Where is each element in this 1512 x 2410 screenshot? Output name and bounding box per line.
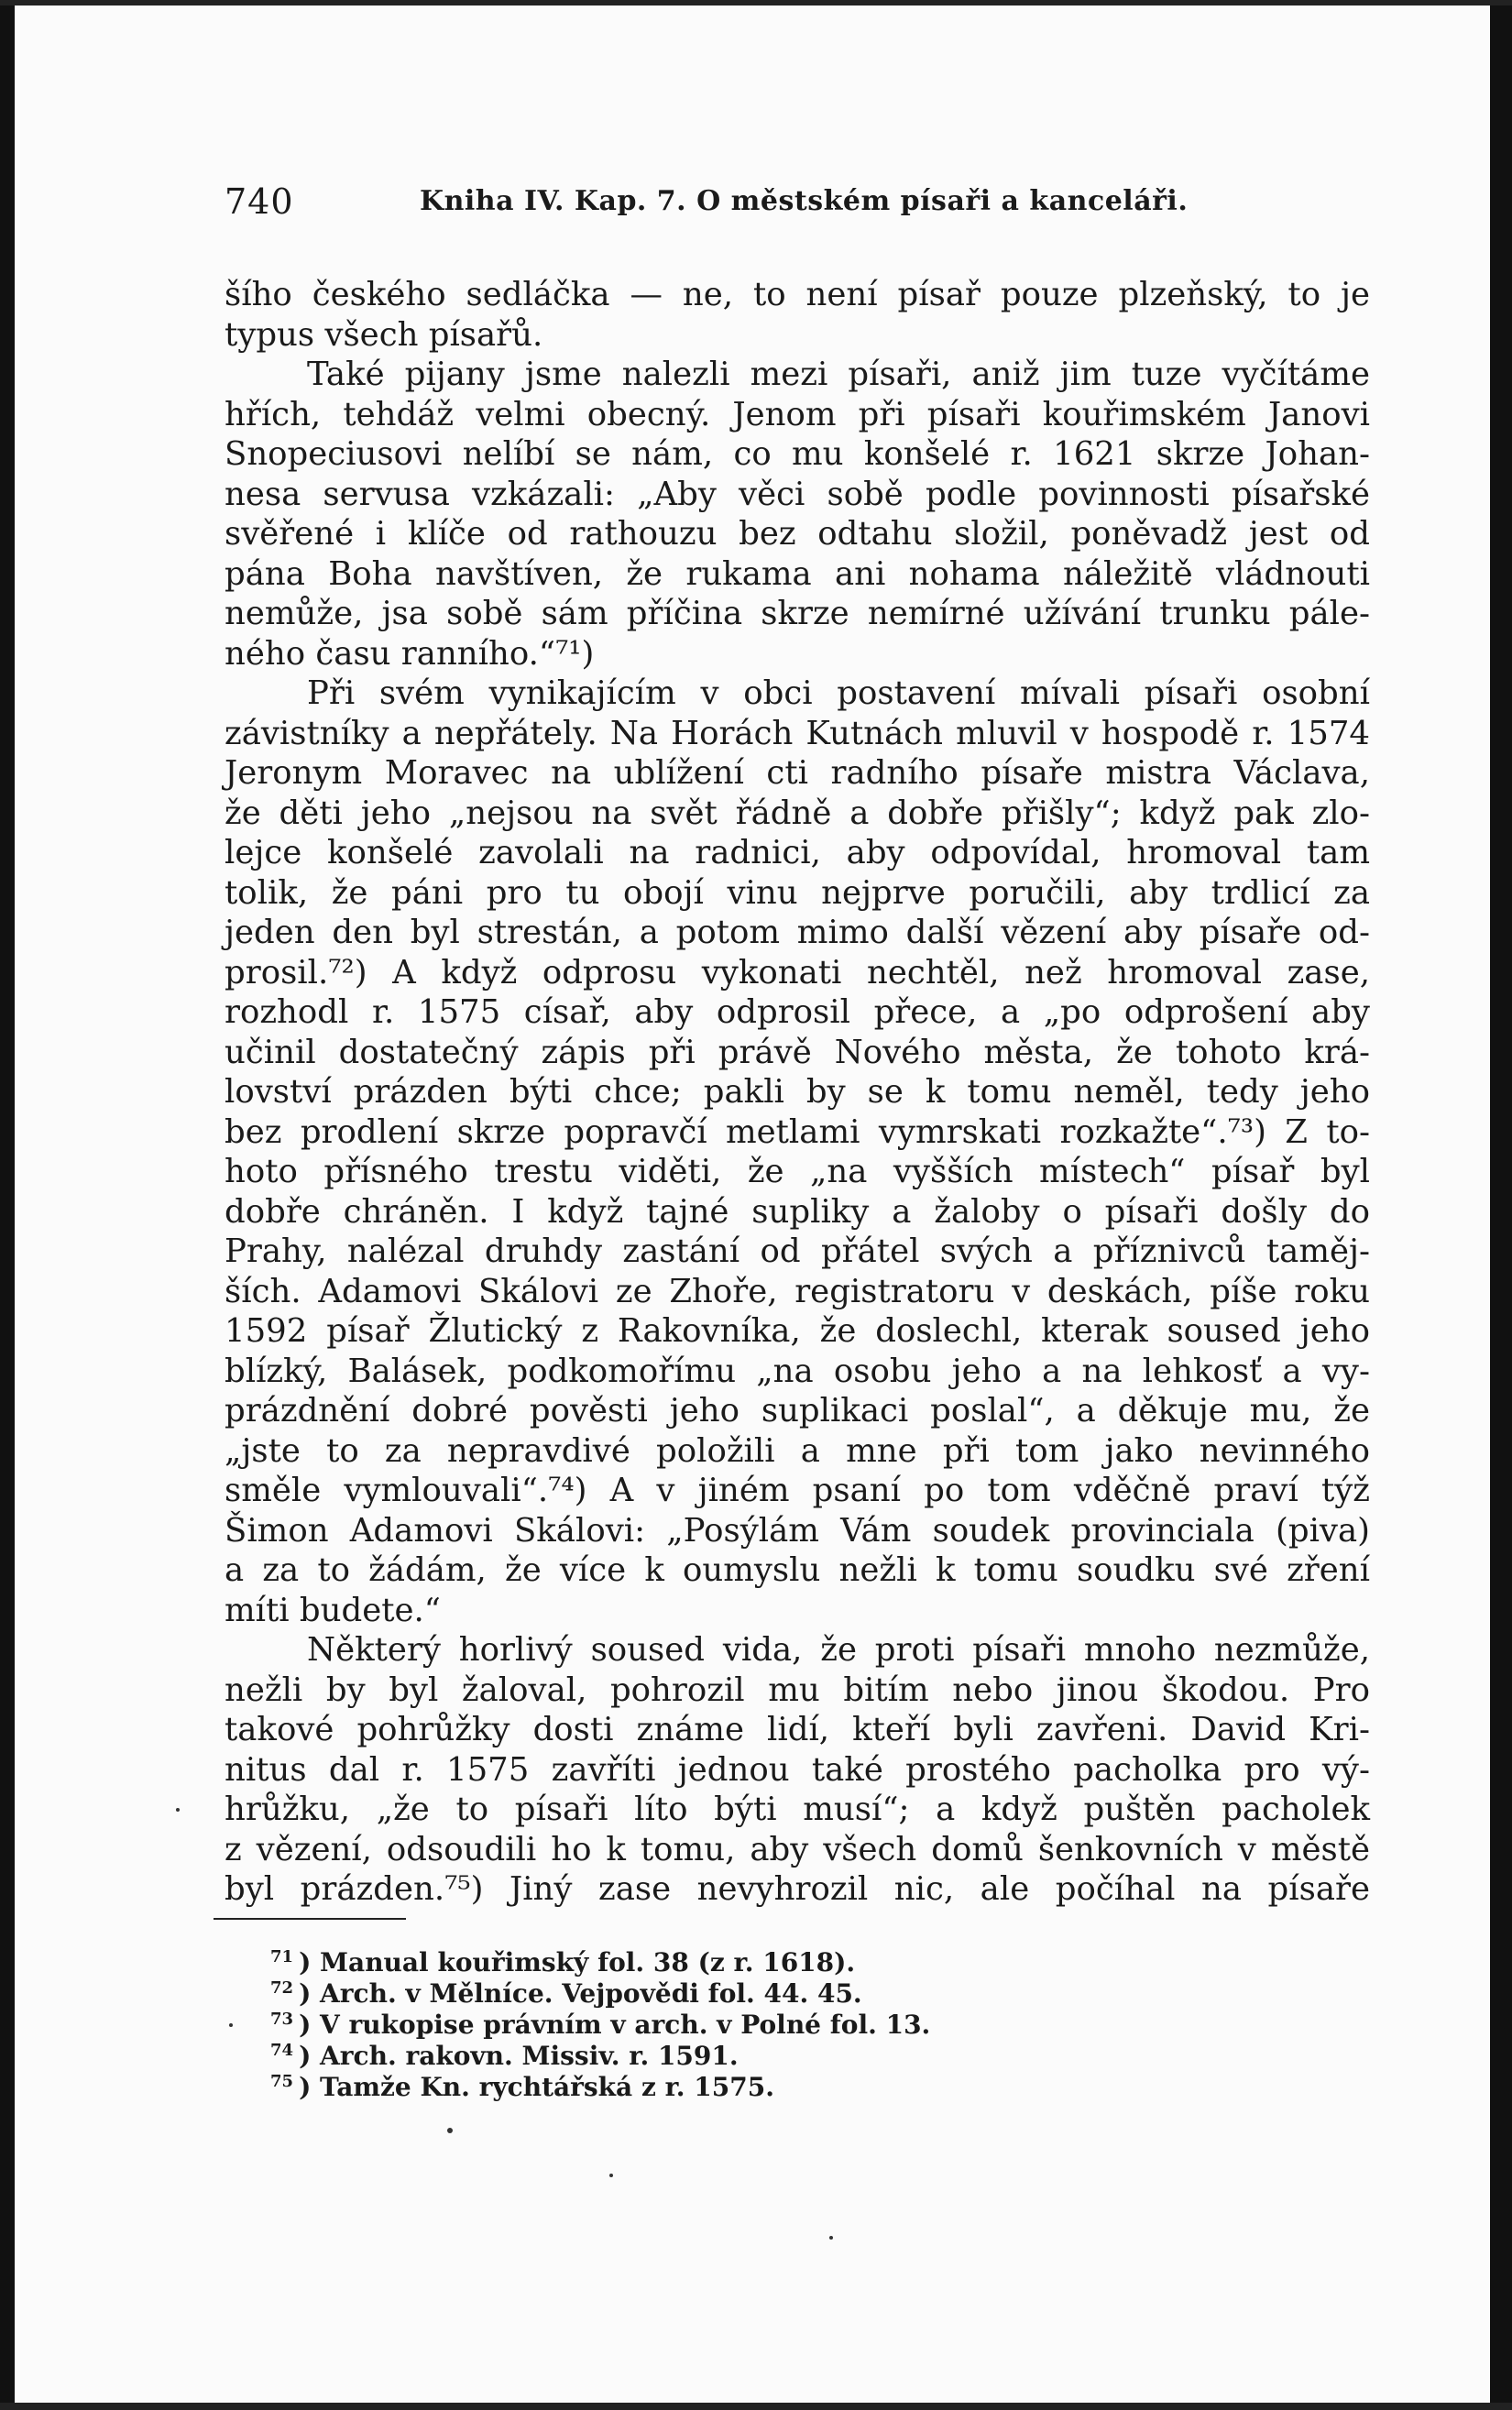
text-line: typus všech písařů. [225, 315, 543, 354]
text-line: míti budete.“ [225, 1591, 441, 1629]
text-line: že děti jeho „nejsou na svět řádně a dobře přišly“; když pak zlo- [225, 794, 1370, 832]
text-line: hřích, tehdáž velmi obecný. Jenom při písaři kouřimském Janovi [225, 395, 1370, 433]
footnote-text: ) Manual kouřimský fol. 38 (z r. 1618). [299, 1947, 856, 1977]
footnote-rule [214, 1918, 406, 1920]
text-line: ného času ranního.“⁷¹) [225, 634, 595, 673]
scan-speck [176, 1808, 180, 1812]
text-line: prosil.⁷²) A když odprosu vykonati nechtěl, než hromoval zase, [225, 953, 1370, 991]
text-line: blízký, Balásek, podkomořímu „na osobu jeho a na lehkosť a vy- [225, 1352, 1370, 1390]
text-line: svěřené i klíče od rathouzu bez odtahu složil, poněvadž jest od [225, 515, 1370, 553]
footnotes [270, 1947, 1095, 2103]
text-line: „jste to za nepravdivé položili a mne při tom jako nevinného [225, 1431, 1370, 1470]
main-text [225, 275, 1370, 1910]
footnote [270, 1978, 1095, 2010]
text-line: pána Boha navštíven, že rukama ani nohama náležitě vládnouti [225, 554, 1370, 593]
footnote-mark: 73 [270, 2009, 294, 2029]
text-line: učinil dostatečný zápis při právě Nového města, že tohoto krá- [225, 1033, 1370, 1071]
text-line: nemůže, jsa sobě sám příčina skrze nemírné užívání trunku pále- [225, 595, 1370, 632]
scan-speck [447, 2128, 453, 2133]
text-line: Jeronym Moravec na ublížení cti radního písaře mistra Václava, [225, 754, 1370, 792]
text-line: Prahy, nalézal druhdy zastání od přátel svých a příznivců taměj- [225, 1232, 1370, 1270]
footnote [270, 2010, 1095, 2041]
footnote-mark: 71 [270, 1946, 294, 1966]
scan-speck [609, 2174, 613, 2177]
text-line: 1592 písař Žlutický z Rakovníka, že doslechl, kterak soused jeho [225, 1312, 1370, 1350]
text-line: lejce konšelé zavolali na radnici, aby odpovídal, hromoval tam [225, 834, 1370, 871]
footnote-text: ) V rukopise právním v arch. v Polné fol. 13. [299, 2010, 931, 2040]
scan-speck [229, 2023, 233, 2027]
text-line: hrůžku, „že to písaři líto býti musí“; a když puštěn pacholek [225, 1791, 1370, 1828]
scan-border-top [0, 0, 1512, 5]
scan-border-bottom [0, 2403, 1512, 2410]
footnote [270, 2072, 1095, 2103]
text-line: nesa servusa vzkázali: „Aby věci sobě podle povinnosti písařské [225, 475, 1370, 513]
footnote-text: ) Arch. rakovn. Missiv. r. 1591. [299, 2041, 739, 2071]
text-line: prázdnění dobré pověsti jeho suplikaci poslal“, a děkuje mu, že [225, 1392, 1370, 1430]
footnote-mark: 75 [270, 2071, 294, 2091]
text-line: hoto přísného trestu viděti, že „na vyšších místech“ písař byl [225, 1153, 1370, 1190]
text-line: směle vymlouvali“.⁷⁴) A v jiném psaní po tom vděčně praví týž [225, 1472, 1370, 1509]
running-head: Kniha IV. Kap. 7. O městském písaři a kanceláři. [420, 185, 1189, 217]
page-number: 740 [225, 181, 294, 222]
footnote-text: ) Tamže Kn. rychtářská z r. 1575. [299, 2072, 774, 2102]
text-line: nežli by byl žaloval, pohrozil mu bitím nebo jinou škodou. Pro [225, 1671, 1370, 1709]
text-line: rozhodl r. 1575 císař, aby odprosil přece, a „po odprošení aby [225, 993, 1370, 1031]
scan-speck [829, 2236, 833, 2240]
text-line: dobře chráněn. I když tajné supliky a žaloby o písaři došly do [225, 1192, 1370, 1231]
text-line: lovství prázden býti chce; pakli by se k tomu neměl, tedy jeho [225, 1073, 1370, 1111]
text-line: Šimon Adamovi Skálovi: „Posýlám Vám soudek provinciala (piva) [225, 1511, 1370, 1550]
text-line: tolik, že páni pro tu obojí vinu nejprve poručili, aby trdlicí za [225, 873, 1370, 912]
footnote-text: ) Arch. v Mělníce. Vejpovědi fol. 44. 45. [299, 1978, 862, 2009]
scan-border-left [0, 0, 15, 2410]
paragraph-start: Také pijany jsme nalezli mezi písaři, aniž jim tuze vyčítáme [307, 356, 1370, 393]
footnote [270, 2041, 1095, 2072]
text-line: jeden den byl strestán, a potom mimo další vězení aby písaře od- [225, 914, 1370, 951]
text-line: Snopeciusovi nelíbí se nám, co mu konšelé r. 1621 skrze Johan- [225, 435, 1370, 473]
text-line: šího českého sedláčka — ne, to není písař pouze plzeňský, to je [225, 276, 1370, 313]
text-line: z vězení, odsoudili ho k tomu, aby všech domů šenkovních v městě [225, 1830, 1370, 1868]
footnote [270, 1947, 1095, 1978]
footnote-mark: 74 [270, 2040, 294, 2060]
footnote-mark: 72 [270, 1977, 294, 1998]
text-line: ších. Adamovi Skálovi ze Zhoře, registratoru v deskách, píše roku [225, 1272, 1370, 1310]
text-line: a za to žádám, že více k oumyslu nežli k tomu soudku své zření [225, 1551, 1370, 1589]
text-line: takové pohrůžky dosti známe lidí, kteří byli zavřeni. David Kri- [225, 1711, 1370, 1748]
paragraph-start: Některý horlivý soused vida, že proti písaři mnoho nezmůže, [307, 1631, 1370, 1669]
text-line: závistníky a nepřátely. Na Horách Kutnách mluvil v hospodě r. 1574 [225, 714, 1370, 752]
page-header [225, 181, 1370, 227]
text-line: byl prázden.⁷⁵) Jiný zase nevyhrozil nic, ale počíhal na písaře [225, 1870, 1370, 1908]
scan-border-right [1490, 0, 1512, 2410]
text-line: nitus dal r. 1575 zavříti jednou také prostého pacholka pro vý- [225, 1750, 1370, 1789]
text-line: bez prodlení skrze popravčí metlami vymrskati rozkažte“.⁷³) Z to- [225, 1112, 1370, 1151]
paragraph-start: Při svém vynikajícím v obci postavení mívali písaři osobní [307, 674, 1370, 712]
